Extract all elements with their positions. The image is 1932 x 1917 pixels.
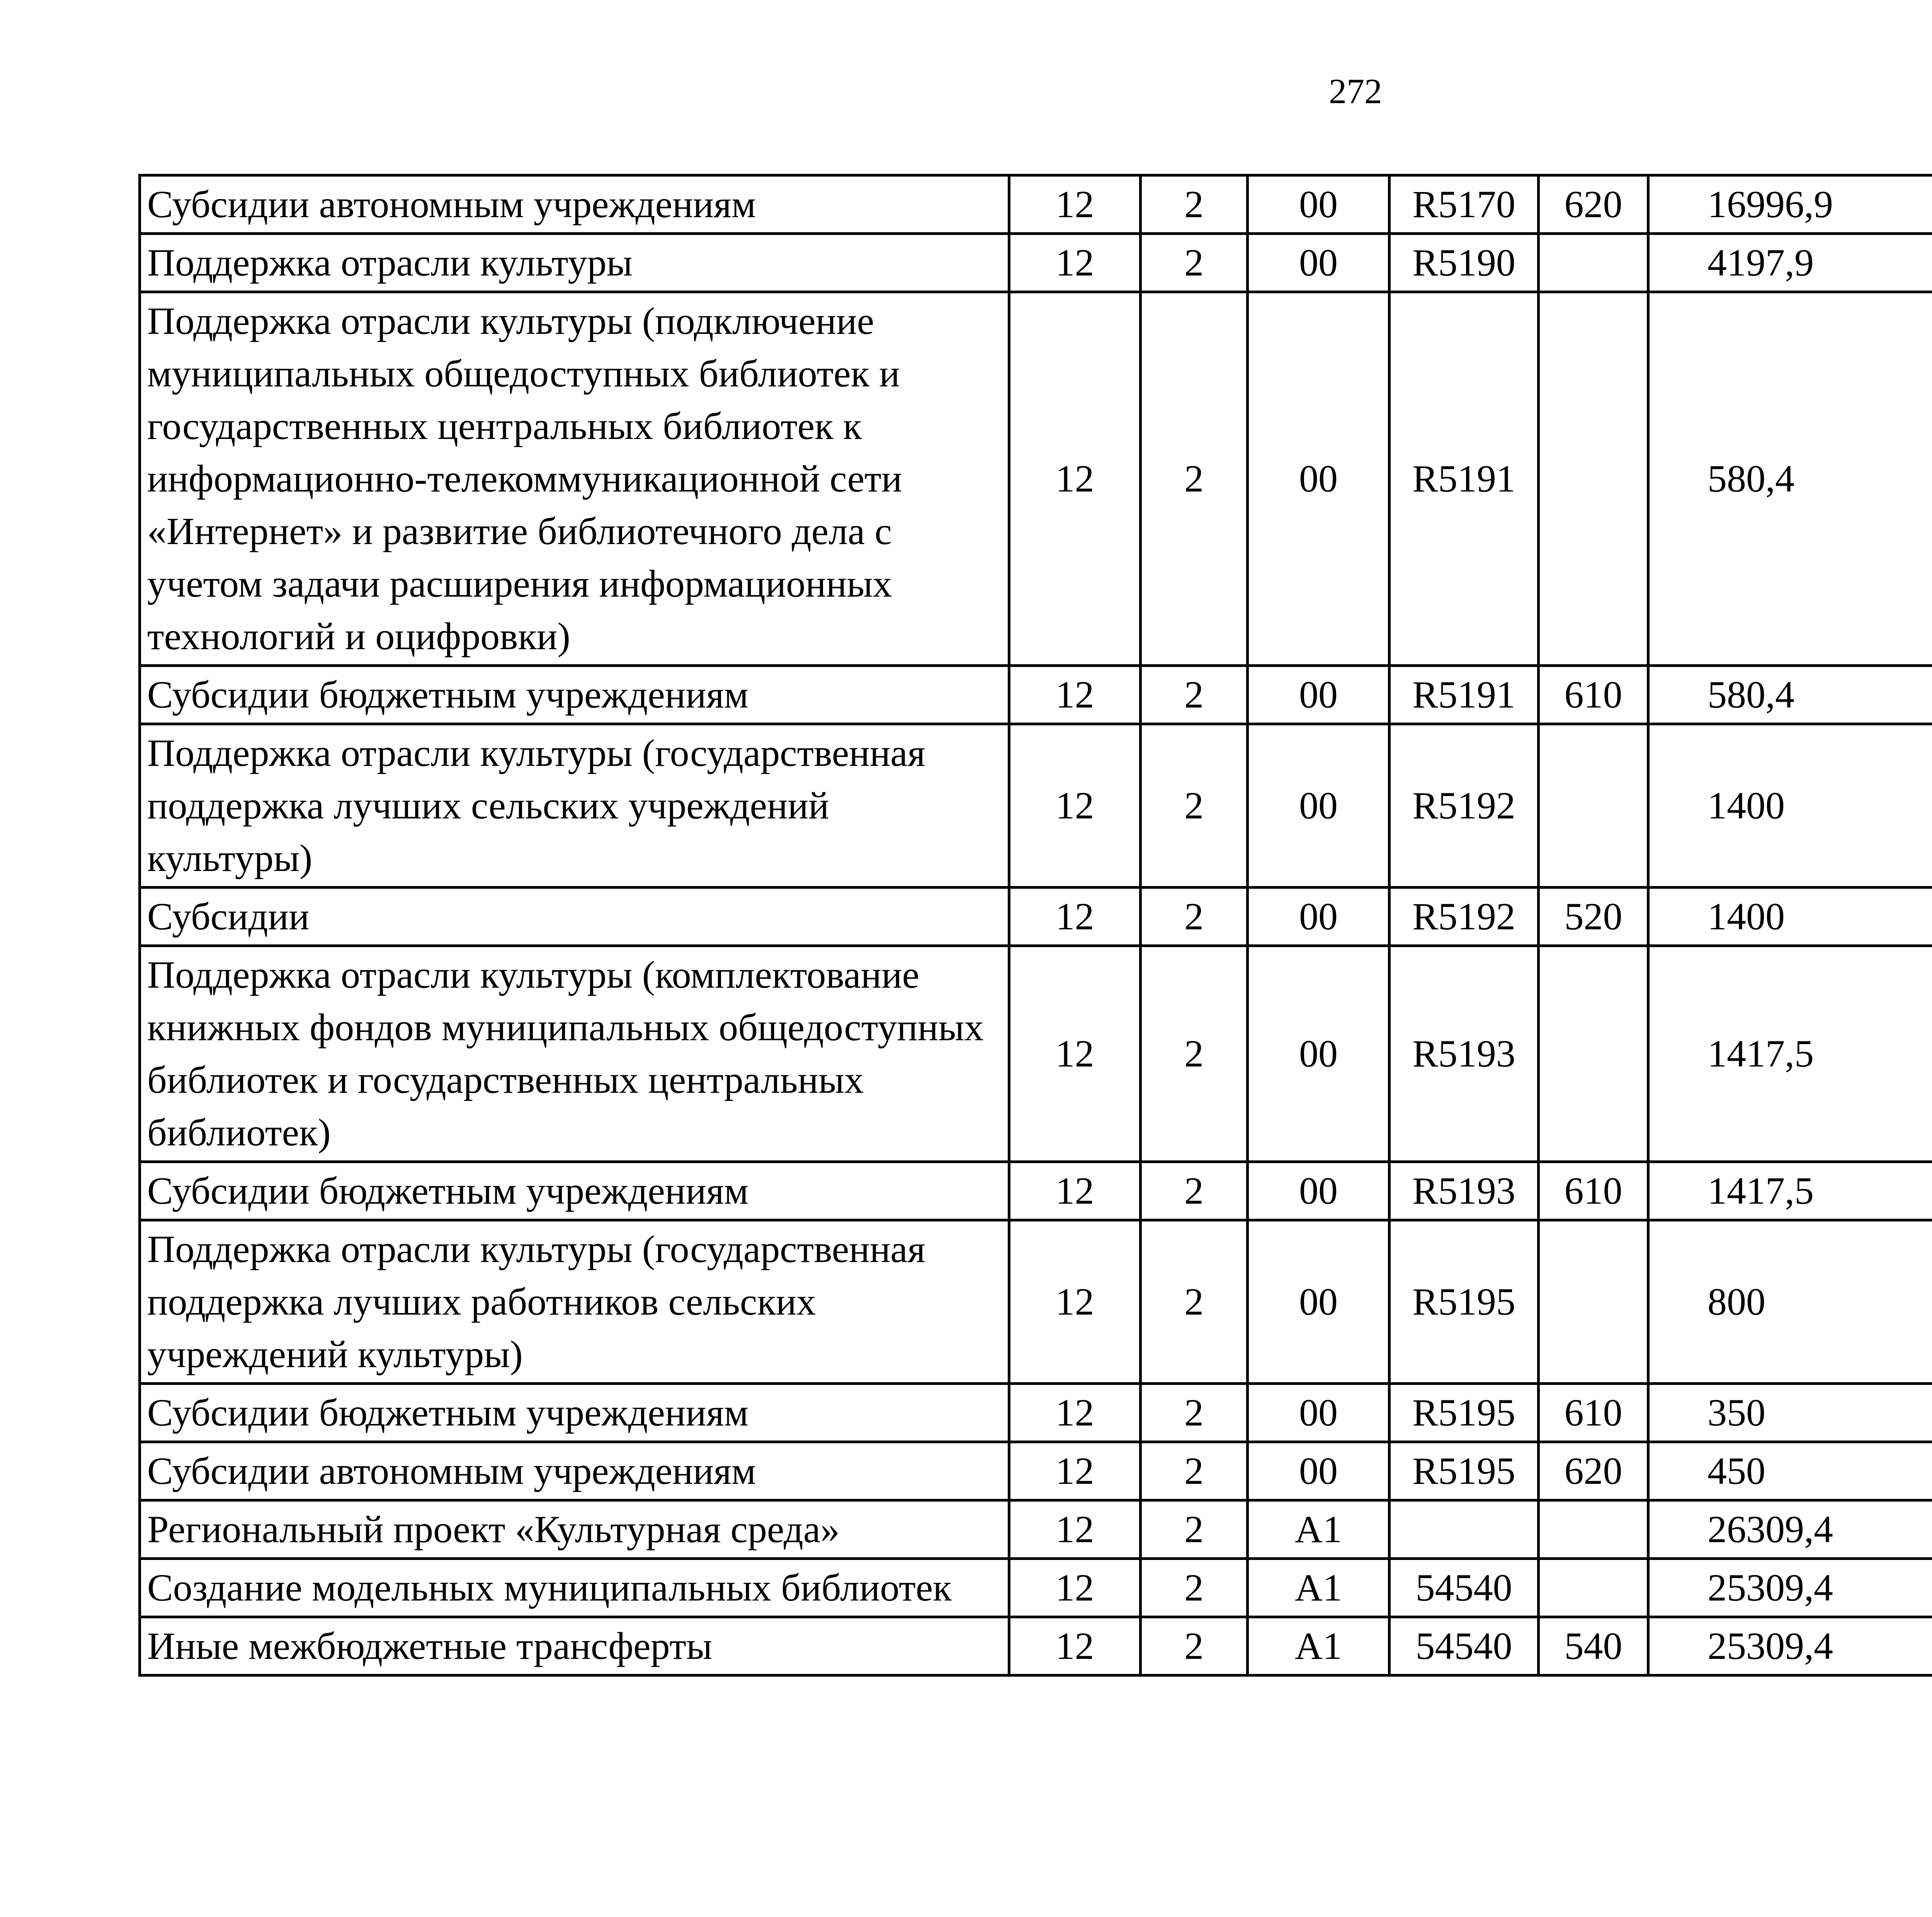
- subprogram-code: А1: [1248, 1617, 1389, 1675]
- section-code: 12: [1009, 234, 1141, 292]
- expense-type-code: [1539, 292, 1648, 666]
- target-article-code: R5192: [1389, 888, 1539, 946]
- subprogram-code: 00: [1248, 234, 1389, 292]
- amount-year-1: 25309,4: [1648, 1617, 1932, 1675]
- target-article-code: R5195: [1389, 1442, 1539, 1500]
- amount-year-1: 25309,4: [1648, 1559, 1932, 1617]
- table-row: [140, 1162, 1932, 1220]
- amount-year-1: 580,4: [1648, 666, 1932, 724]
- table-row: [140, 292, 1932, 666]
- subsection-code: 2: [1141, 1559, 1248, 1617]
- amount-year-1: 1417,5: [1648, 946, 1932, 1162]
- subsection-code: 2: [1141, 724, 1248, 888]
- table-row: [140, 1442, 1932, 1500]
- target-article-code: R5192: [1389, 724, 1539, 888]
- subprogram-code: 00: [1248, 666, 1389, 724]
- table-row: [140, 175, 1932, 234]
- section-code: 12: [1009, 1500, 1141, 1559]
- row-name: Поддержка отрасли культуры (государственная поддержка лучших работников сельских учреждений культуры): [140, 1220, 1009, 1384]
- subprogram-code: 00: [1248, 1442, 1389, 1500]
- table-row: [140, 1559, 1932, 1617]
- page-number: 272: [1329, 71, 1382, 111]
- table-row: [140, 234, 1932, 292]
- table-row: [140, 888, 1932, 946]
- target-article-code: R5195: [1389, 1220, 1539, 1384]
- target-article-code: [1389, 1500, 1539, 1559]
- subprogram-code: 00: [1248, 1162, 1389, 1220]
- row-name: Поддержка отрасли культуры (комплектование книжных фондов муниципальных общедоступных библиотек и государственных центральных библиотек): [140, 946, 1009, 1162]
- target-article-code: R5193: [1389, 1162, 1539, 1220]
- row-name: Субсидии бюджетным учреждениям: [140, 1162, 1009, 1220]
- amount-year-1: 580,4: [1648, 292, 1932, 666]
- amount-year-1: 1417,5: [1648, 1162, 1932, 1220]
- section-code: 12: [1009, 1162, 1141, 1220]
- section-code: 12: [1009, 666, 1141, 724]
- expense-type-code: 520: [1539, 888, 1648, 946]
- row-name: Региональный проект «Культурная среда»: [140, 1500, 1009, 1559]
- subsection-code: 2: [1141, 1617, 1248, 1675]
- row-name: Субсидии автономным учреждениям: [140, 1442, 1009, 1500]
- target-article-code: R5190: [1389, 234, 1539, 292]
- amount-year-1: 800: [1648, 1220, 1932, 1384]
- target-article-code: R5195: [1389, 1384, 1539, 1442]
- row-name: Поддержка отрасли культуры: [140, 234, 1009, 292]
- section-code: 12: [1009, 1220, 1141, 1384]
- subprogram-code: 00: [1248, 1384, 1389, 1442]
- amount-year-1: 26309,4: [1648, 1500, 1932, 1559]
- expense-type-code: [1539, 1220, 1648, 1384]
- amount-year-1: 1400: [1648, 888, 1932, 946]
- row-name: Субсидии бюджетным учреждениям: [140, 666, 1009, 724]
- subsection-code: 2: [1141, 888, 1248, 946]
- row-name: Поддержка отрасли культуры (подключение муниципальных общедоступных библиотек и государственных центральных библиотек к информационно-телекоммуникационной сети «Интернет» и развитие библиотечного дела с учетом задачи расширения информационных технологий и оцифровки): [140, 292, 1009, 666]
- amount-year-1: 350: [1648, 1384, 1932, 1442]
- target-article-code: R5193: [1389, 946, 1539, 1162]
- row-name: Создание модельных муниципальных библиотек: [140, 1559, 1009, 1617]
- section-code: 12: [1009, 888, 1141, 946]
- expense-type-code: [1539, 724, 1648, 888]
- section-code: 12: [1009, 1442, 1141, 1500]
- expense-type-code: [1539, 946, 1648, 1162]
- expense-type-code: 620: [1539, 1442, 1648, 1500]
- subprogram-code: 00: [1248, 946, 1389, 1162]
- subsection-code: 2: [1141, 234, 1248, 292]
- section-code: 12: [1009, 292, 1141, 666]
- target-article-code: R5191: [1389, 292, 1539, 666]
- subprogram-code: 00: [1248, 724, 1389, 888]
- target-article-code: 54540: [1389, 1559, 1539, 1617]
- subsection-code: 2: [1141, 292, 1248, 666]
- table-row: [140, 1384, 1932, 1442]
- row-name: Субсидии бюджетным учреждениям: [140, 1384, 1009, 1442]
- subsection-code: 2: [1141, 946, 1248, 1162]
- expense-type-code: 610: [1539, 1384, 1648, 1442]
- section-code: 12: [1009, 724, 1141, 888]
- row-name: Иные межбюджетные трансферты: [140, 1617, 1009, 1675]
- table-row: [140, 1617, 1932, 1675]
- subsection-code: 2: [1141, 1500, 1248, 1559]
- subprogram-code: 00: [1248, 888, 1389, 946]
- table-row: [140, 666, 1932, 724]
- subprogram-code: 00: [1248, 1220, 1389, 1384]
- table-body: [140, 175, 1932, 1675]
- subprogram-code: А1: [1248, 1500, 1389, 1559]
- subsection-code: 2: [1141, 1442, 1248, 1500]
- amount-year-1: 450: [1648, 1442, 1932, 1500]
- subsection-code: 2: [1141, 666, 1248, 724]
- target-article-code: R5191: [1389, 666, 1539, 724]
- amount-year-1: 16996,9: [1648, 175, 1932, 234]
- table-row: [140, 1220, 1932, 1384]
- subsection-code: 2: [1141, 175, 1248, 234]
- amount-year-1: 1400: [1648, 724, 1932, 888]
- section-code: 12: [1009, 175, 1141, 234]
- target-article-code: 54540: [1389, 1617, 1539, 1675]
- subsection-code: 2: [1141, 1220, 1248, 1384]
- subprogram-code: 00: [1248, 175, 1389, 234]
- table-row: [140, 1500, 1932, 1559]
- expense-type-code: 610: [1539, 1162, 1648, 1220]
- budget-table: [138, 174, 1932, 1677]
- row-name: Поддержка отрасли культуры (государственная поддержка лучших сельских учреждений культуры): [140, 724, 1009, 888]
- expense-type-code: 620: [1539, 175, 1648, 234]
- section-code: 12: [1009, 1384, 1141, 1442]
- expense-type-code: [1539, 1500, 1648, 1559]
- row-name: Субсидии: [140, 888, 1009, 946]
- expense-type-code: [1539, 234, 1648, 292]
- section-code: 12: [1009, 1559, 1141, 1617]
- row-name: Субсидии автономным учреждениям: [140, 175, 1009, 234]
- table-row: [140, 946, 1932, 1162]
- table-row: [140, 724, 1932, 888]
- subprogram-code: 00: [1248, 292, 1389, 666]
- expense-type-code: 610: [1539, 666, 1648, 724]
- section-code: 12: [1009, 1617, 1141, 1675]
- amount-year-1: 4197,9: [1648, 234, 1932, 292]
- subsection-code: 2: [1141, 1384, 1248, 1442]
- section-code: 12: [1009, 946, 1141, 1162]
- target-article-code: R5170: [1389, 175, 1539, 234]
- subprogram-code: А1: [1248, 1559, 1389, 1617]
- subsection-code: 2: [1141, 1162, 1248, 1220]
- expense-type-code: [1539, 1559, 1648, 1617]
- expense-type-code: 540: [1539, 1617, 1648, 1675]
